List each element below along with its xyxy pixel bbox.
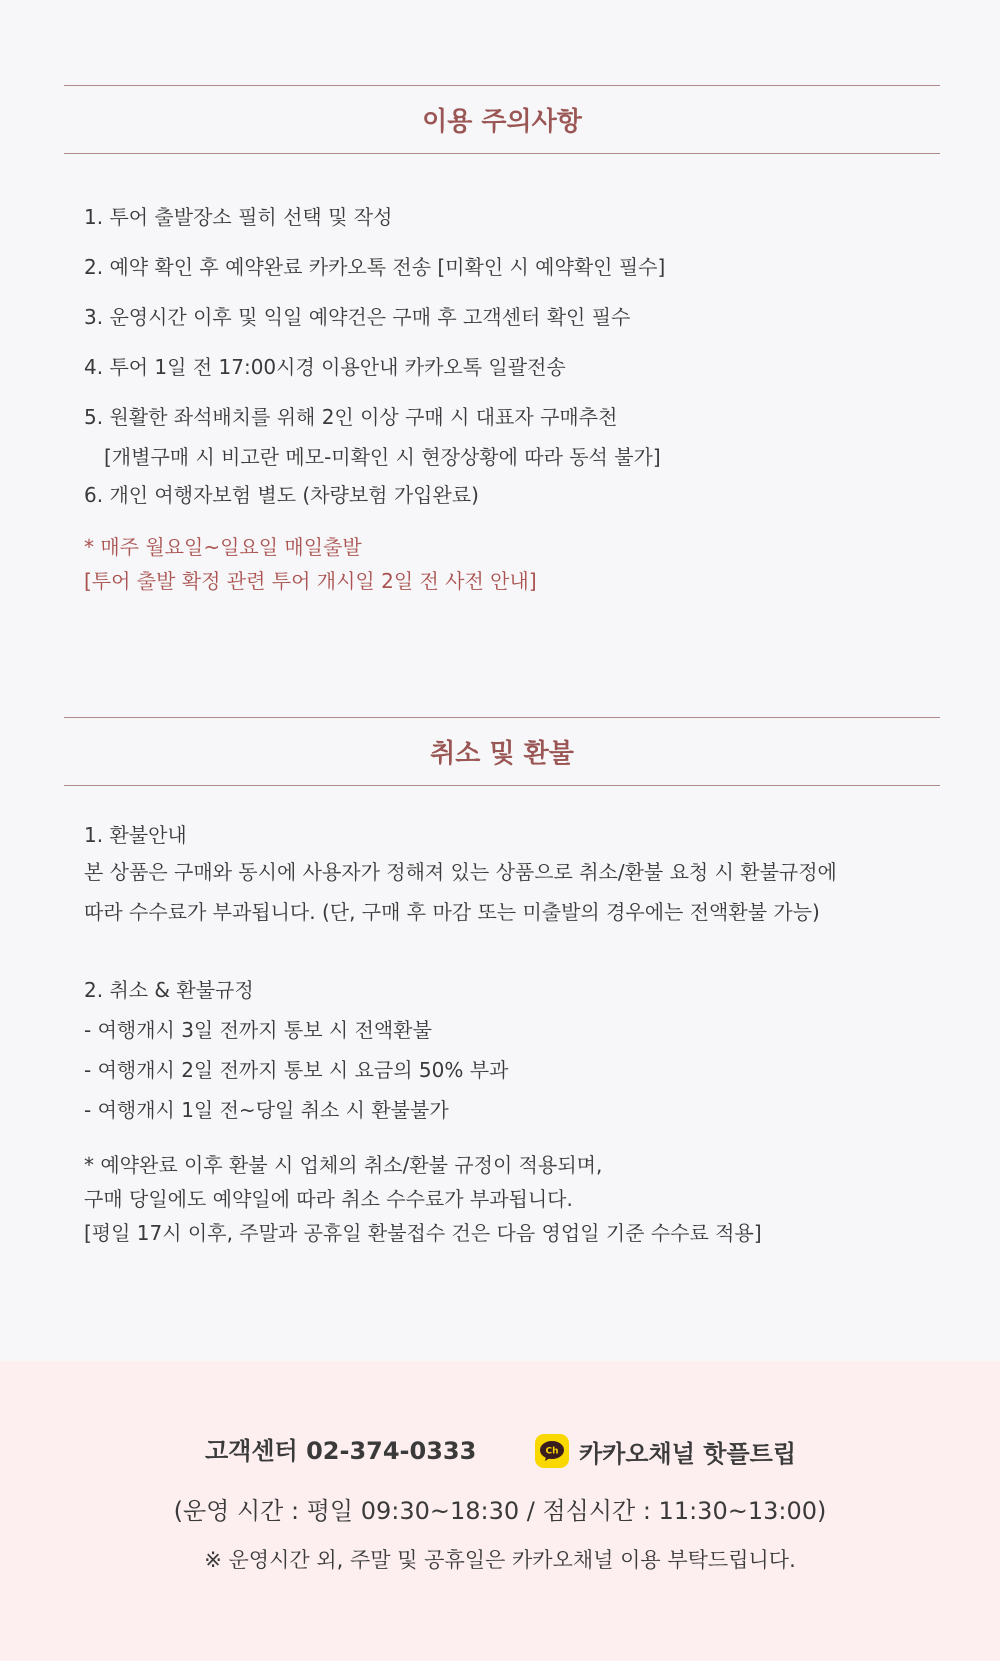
after-hours-notice: ※ 운영시간 외, 주말 및 공휴일은 카카오채널 이용 부탁드립니다. <box>204 1548 796 1572</box>
refund-title: 취소 및 환불 <box>430 739 574 769</box>
refund-note-line: 구매 당일에도 예약일에 따라 취소 수수료가 부과됩니다. <box>84 1187 573 1211</box>
list-item: 3. 운영시간 이후 및 익일 예약건은 구매 후 고객센터 확인 필수 <box>84 305 631 329</box>
kakao-channel-icon <box>535 1434 569 1468</box>
list-item-subtext: [개별구매 시 비고란 메모-미확인 시 현장상황에 따라 동석 불가] <box>104 445 661 469</box>
schedule-note-line: * 매주 월요일~일요일 매일출발 <box>84 535 362 559</box>
list-item: 1. 투어 출발장소 필히 선택 및 작성 <box>84 205 393 229</box>
schedule-note <box>64 530 940 598</box>
list-item-text: 5. 원활한 좌석배치를 위해 2인 이상 구매 시 대표자 구매추천 <box>84 405 618 429</box>
refund-section <box>64 717 940 1250</box>
refund-rule-item: - 여행개시 1일 전~당일 취소 시 환불불가 <box>84 1098 449 1122</box>
refund-guide <box>64 818 940 1250</box>
usage-notice-list <box>64 202 940 510</box>
refund-guide-title: 1. 환불안내 <box>84 823 187 847</box>
kakao-channel-label: 카카오채널 핫플트립 <box>579 1439 797 1468</box>
list-item <box>84 402 940 472</box>
kakao-channel-link[interactable] <box>535 1433 796 1469</box>
schedule-note-line: [투어 출발 확정 관련 투어 개시일 2일 전 사전 안내] <box>84 569 537 593</box>
customer-center-phone[interactable]: 고객센터 02-374-0333 <box>205 1437 477 1465</box>
refund-rule-item: - 여행개시 2일 전까지 통보 시 요금의 50% 부과 <box>84 1058 509 1082</box>
usage-notice-section <box>64 85 940 598</box>
usage-notice-header <box>64 85 940 154</box>
refund-note-line: * 예약완료 이후 환불 시 업체의 취소/환불 규정이 적용되며, <box>84 1153 603 1177</box>
contact-row <box>0 1433 1000 1469</box>
kakao-icon-text: Ch <box>545 1446 559 1457</box>
refund-note-line: [평일 17시 이후, 주말과 공휴일 환불접수 건은 다음 영업일 기준 수수료 적용] <box>84 1221 762 1245</box>
refund-rule-item: - 여행개시 3일 전까지 통보 시 전액환불 <box>84 1018 432 1042</box>
list-item: 2. 예약 확인 후 예약완료 카카오톡 전송 [미확인 시 예약확인 필수] <box>84 255 666 279</box>
list-item: 6. 개인 여행자보험 별도 (차량보험 가입완료) <box>84 483 479 507</box>
refund-guide-line: 따라 수수료가 부과됩니다. (단, 구매 후 마감 또는 미출발의 경우에는 전액환불 가능) <box>84 900 820 924</box>
refund-header <box>64 717 940 786</box>
refund-rules-title: 2. 취소 & 환불규정 <box>84 978 254 1002</box>
refund-guide-line: 본 상품은 구매와 동시에 사용자가 정해져 있는 상품으로 취소/환불 요청 시 환불규정에 <box>84 860 837 884</box>
list-item: 4. 투어 1일 전 17:00시경 이용안내 카카오톡 일괄전송 <box>84 355 566 379</box>
operating-hours: (운영 시간 : 평일 09:30~18:30 / 점심시간 : 11:30~13:00) <box>173 1497 827 1525</box>
customer-center-footer <box>0 1361 1000 1661</box>
kakao-bubble-icon <box>539 1440 565 1462</box>
usage-notice-title: 이용 주의사항 <box>422 107 582 137</box>
